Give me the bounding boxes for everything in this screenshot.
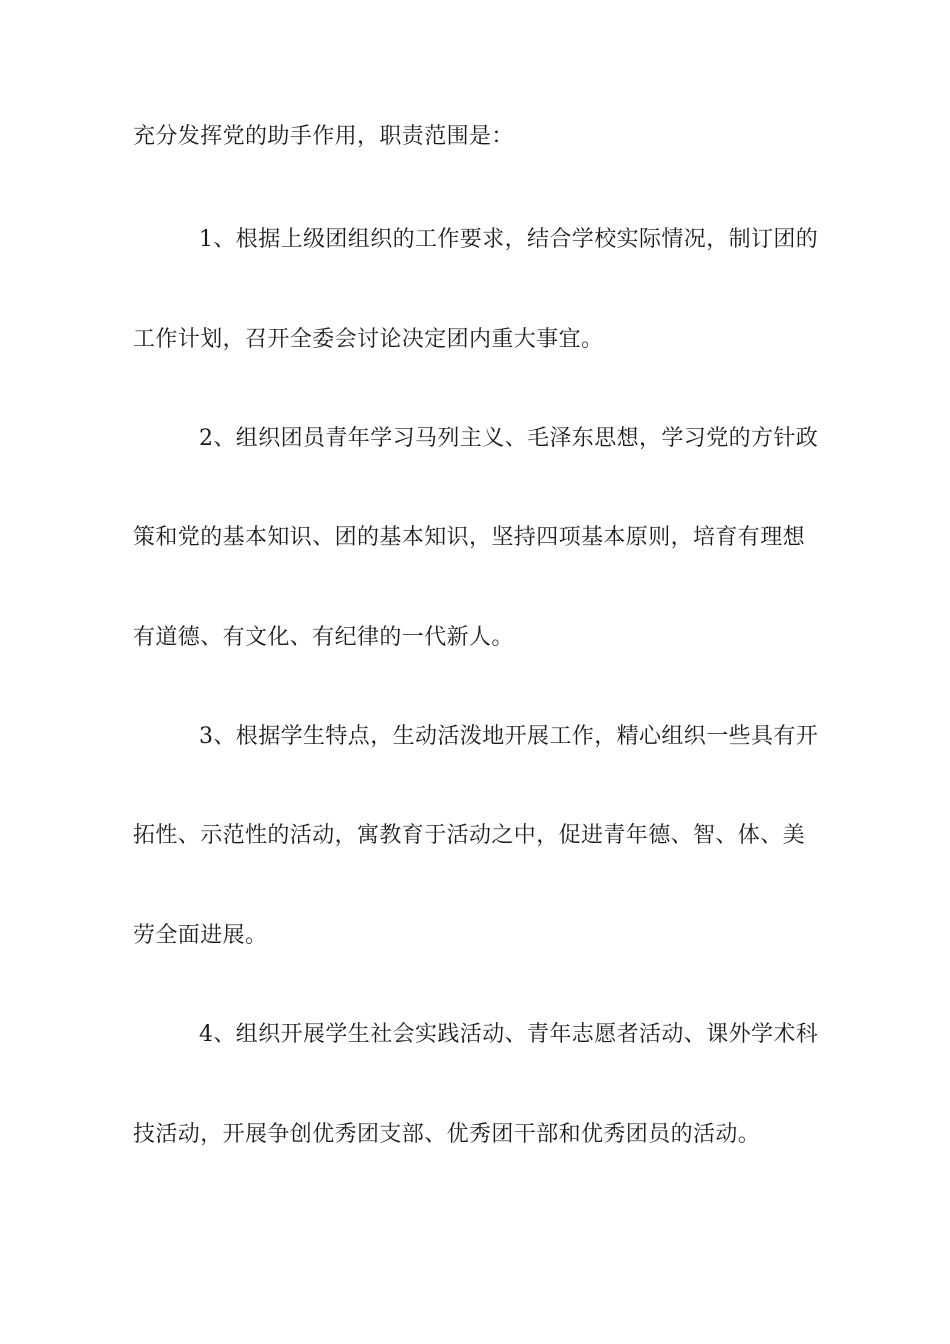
- item-4-line-1: 4、组织开展学生社会实践活动、青年志愿者活动、课外学术科: [199, 1022, 819, 1047]
- item-4-line-2: 技活动，开展争创优秀团支部、优秀团干部和优秀团员的活动。: [133, 1122, 761, 1147]
- item-1-line-1: 1、根据上级团组织的工作要求，结合学校实际情况，制订团的: [199, 227, 819, 252]
- text-line-1: 充分发挥党的助手作用，职责范围是：: [133, 124, 514, 149]
- item-3-line-1: 3、根据学生特点，生动活泼地开展工作，精心组织一些具有开: [199, 724, 819, 749]
- item-1-line-2: 工作计划，召开全委会讨论决定团内重大事宜。: [133, 327, 604, 352]
- item-2-line-3: 有道德、有文化、有纪律的一代新人。: [133, 625, 514, 650]
- item-2-line-1: 2、组织团员青年学习马列主义、毛泽东思想，学习党的方针政: [199, 426, 819, 451]
- item-2-line-2: 策和党的基本知识、团的基本知识，坚持四项基本原则，培育有理想: [133, 525, 806, 550]
- item-3-line-3: 劳全面进展。: [133, 923, 268, 948]
- item-3-line-2: 拓性、示范性的活动，寓教育于活动之中，促进青年德、智、体、美: [133, 823, 806, 848]
